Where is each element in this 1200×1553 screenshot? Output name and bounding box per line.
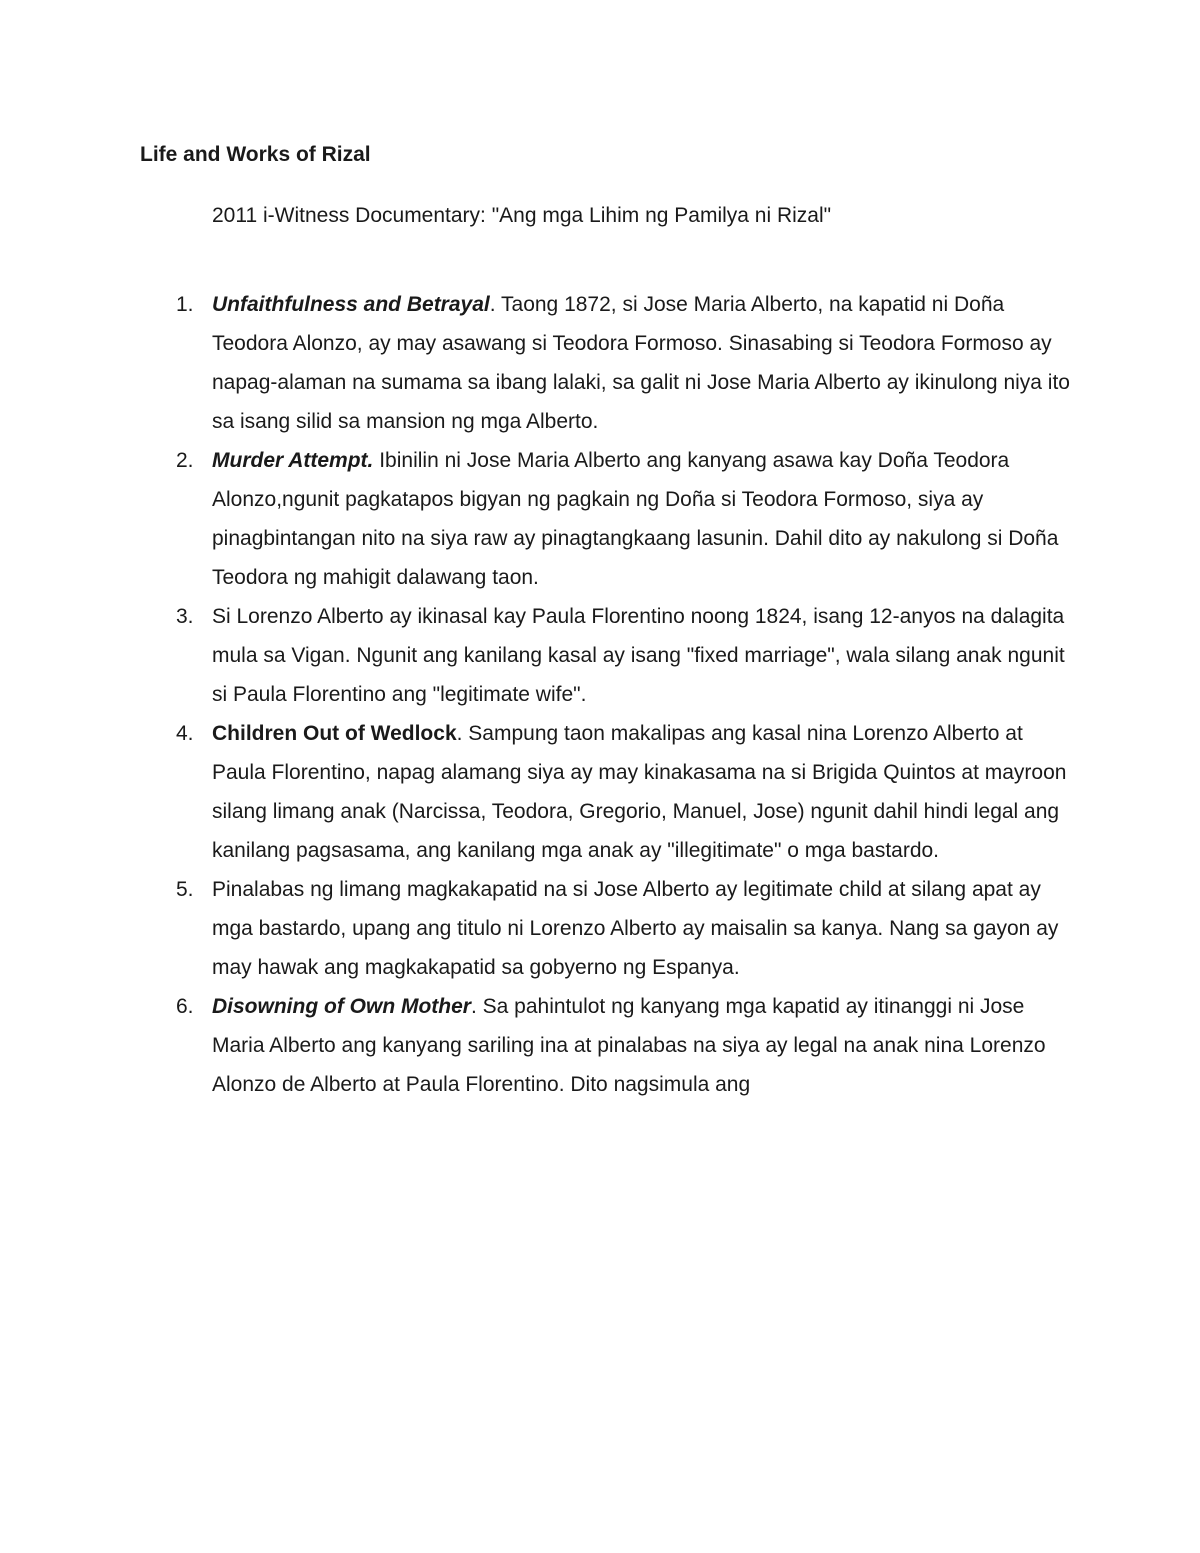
- list-item: [0, 441, 1072, 597]
- list-item: [0, 714, 1072, 870]
- list-item-number: 6.: [176, 995, 194, 1018]
- list-item-text: . Taong 1872, si Jose Maria Alberto, na kapatid ni Doña Teodora Alonzo, ay may asawang si Teodora Formoso. Sinasabing si Teodora Formoso ay napag-alaman na sumama sa ibang lalaki, sa galit ni Jose Maria Alberto ay ikinulong niya ito sa isang silid sa mansion ng mga Alberto.: [212, 293, 1070, 433]
- list-item: [0, 597, 1072, 714]
- list-item-heading: Children Out of Wedlock: [212, 722, 457, 745]
- numbered-list: [0, 285, 1200, 1104]
- list-item: [0, 987, 1072, 1104]
- list-item-number: 4.: [176, 722, 194, 745]
- list-item: [0, 870, 1072, 987]
- list-item-number: 5.: [176, 878, 194, 901]
- list-item-text: Pinalabas ng limang magkakapatid na si Jose Alberto ay legitimate child at silang apat ay mga bastardo, upang ang titulo ni Lorenzo Alberto ay maisalin sa kanya. Nang sa gayon ay may hawak ang magkakapatid sa gobyerno ng Espanya.: [212, 878, 1059, 979]
- list-item-number: 1.: [176, 293, 194, 316]
- list-item-text: Si Lorenzo Alberto ay ikinasal kay Paula Florentino noong 1824, isang 12-anyos na dalagita mula sa Vigan. Ngunit ang kanilang kasal ay isang "fixed marriage", wala silang anak ngunit si Paula Florentino ang "legitimate wife".: [212, 605, 1065, 706]
- list-item-heading: Disowning of Own Mother: [212, 995, 471, 1018]
- list-item-heading: Murder Attempt.: [212, 449, 374, 472]
- list-item-number: 2.: [176, 449, 194, 472]
- list-item: [0, 285, 1072, 441]
- list-item-heading: Unfaithfulness and Betrayal: [212, 293, 490, 316]
- list-item-text: . Sa pahintulot ng kanyang mga kapatid ay itinanggi ni Jose Maria Alberto ang kanyang sariling ina at pinalabas na siya ay legal na anak nina Lorenzo Alonzo de Alberto at Paula Florentino. Dito nagsimula ang: [212, 995, 1046, 1096]
- list-item-number: 3.: [176, 605, 194, 628]
- document-subtitle: 2011 i-Witness Documentary: "Ang mga Lihim ng Pamilya ni Rizal": [212, 204, 832, 227]
- list-item-text: . Sampung taon makalipas ang kasal nina Lorenzo Alberto at Paula Florentino, napag alamang siya ay may kinakasama na si Brigida Quintos at mayroon silang limang anak (Narcissa, Teodora, Gregorio, Manuel, Jose) ngunit dahil hindi legal ang kanilang pagsasama, ang kanilang mga anak ay "illegitimate" o mga bastardo.: [212, 722, 1067, 862]
- list-item-text: Ibinilin ni Jose Maria Alberto ang kanyang asawa kay Doña Teodora Alonzo,ngunit pagkatapos bigyan ng pagkain ng Doña si Teodora Formoso, siya ay pinagbintangan nito na siya raw ay pinagtangkaang lasunin. Dahil dito ay nakulong si Doña Teodora ng mahigit dalawang taon.: [212, 449, 1059, 589]
- page-title: Life and Works of Rizal: [140, 143, 371, 166]
